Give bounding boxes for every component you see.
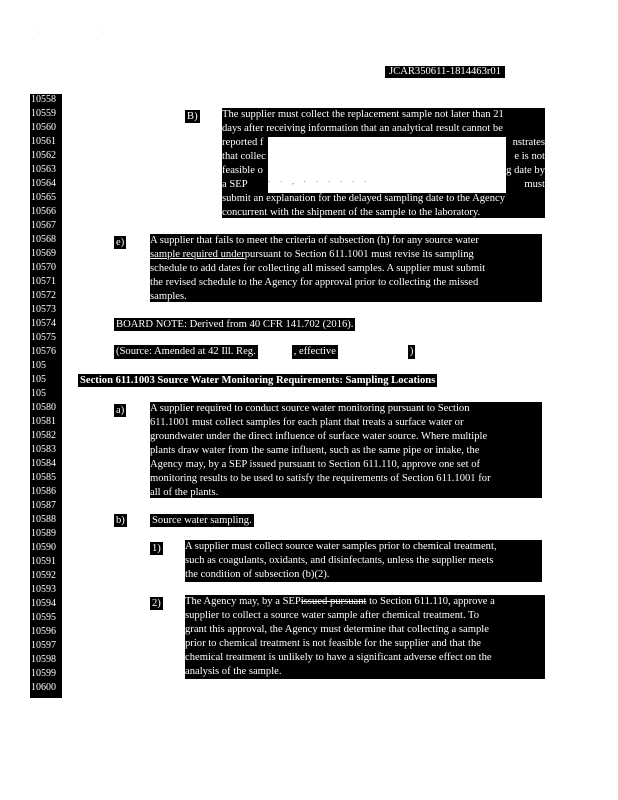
line-number: 10572 [31, 290, 56, 301]
text-line: monitoring results to be used to satisfy the requirements of Section 611.1001 for [150, 473, 491, 484]
line-number: 105 [31, 360, 46, 371]
line-number: 10598 [31, 654, 56, 665]
line-number: 10559 [31, 108, 56, 119]
document-id: JCAR350611-1814463r01 [385, 66, 505, 78]
paragraph-e [150, 234, 542, 302]
struck-text: issued pursuant [300, 596, 367, 607]
line-number: 10581 [31, 416, 56, 427]
line-number: 10558 [31, 94, 56, 105]
text-line [150, 248, 542, 262]
line-number: 10567 [31, 220, 56, 231]
line-number: 10587 [31, 500, 56, 511]
text-line: the revised schedule to the Agency for approval prior to collecting the missed [150, 277, 479, 288]
line-number: 10597 [31, 640, 56, 651]
text-fragment: The Agency may, by a SEP [185, 596, 301, 607]
source-prefix: (Source: Amended at 42 Ill. Reg. [116, 346, 256, 357]
paragraph-b2 [185, 595, 545, 679]
item-label-b2: 2) [152, 598, 161, 609]
text-line: A supplier required to conduct source water monitoring pursuant to Section [150, 403, 470, 414]
line-number: 10582 [31, 430, 56, 441]
paragraph-b1 [185, 540, 542, 582]
line-number: 10588 [31, 514, 56, 525]
item-label-b3: B) [187, 111, 198, 122]
line-number: 10575 [31, 332, 56, 343]
line-number: 10585 [31, 472, 56, 483]
line-number: 10589 [31, 528, 56, 539]
text-line: prior to chemical treatment is not feasible for the supplier and that the [185, 638, 481, 649]
board-note: BOARD NOTE: Derived from 40 CFR 141.702 (2016). [116, 319, 354, 330]
line-number: 10566 [31, 206, 56, 217]
text-line [185, 595, 545, 609]
line-number: 10580 [31, 402, 56, 413]
line-number: 10591 [31, 556, 56, 567]
text-line: 611.1001 must collect samples for each plant that treats a surface water or [150, 417, 464, 428]
redacted-blank [258, 345, 292, 359]
item-label-b: b) [116, 515, 125, 526]
line-number: 10561 [31, 136, 56, 147]
text-line: A supplier must collect source water samples prior to chemical treatment, [185, 541, 497, 552]
line-number: 10592 [31, 570, 56, 581]
text-line: such as coagulants, oxidants, and disinfectants, unless the supplier meets [185, 555, 494, 566]
line-number: 10560 [31, 122, 56, 133]
line-number: 10570 [31, 262, 56, 273]
item-label-e: e) [116, 237, 125, 248]
line-number: 10562 [31, 150, 56, 161]
line-number-gutter [30, 94, 62, 698]
underlined-text: sample required under [150, 249, 245, 260]
text-fragment: pursuant to Section 611.1001 must revise its sampling [244, 249, 474, 260]
line-number: 10573 [31, 304, 56, 315]
line-number: 10594 [31, 598, 56, 609]
text-fragment: nstrates [512, 137, 545, 148]
text-line: chemical treatment is unlikely to have a significant adverse effect on the [185, 652, 492, 663]
line-number: 10564 [31, 178, 56, 189]
item-label-b1: 1) [152, 543, 161, 554]
text-line: groundwater under the direct influence of surface water source. Where multiple [150, 431, 488, 442]
line-number: 10590 [31, 542, 56, 553]
text-line: samples. [150, 291, 187, 302]
line-number: 10584 [31, 458, 56, 469]
line-number: 10595 [31, 612, 56, 623]
line-number: 105 [31, 374, 46, 385]
text-line: grant this approval, the Agency must determine that collecting a sample [185, 624, 489, 635]
text-line: days after receiving information that an analytical result cannot be [222, 123, 503, 134]
line-number: 10576 [31, 346, 56, 357]
text-line: analysis of the sample. [185, 666, 282, 677]
source-note [114, 345, 415, 359]
line-number: 10600 [31, 682, 56, 693]
text-line: the condition of subsection (b)(2). [185, 569, 330, 580]
section-heading: Section 611.1003 Source Water Monitoring Requirements: Sampling Locations [80, 375, 436, 386]
text-line: schedule to add dates for collecting all missed samples. A supplier must submit [150, 263, 486, 274]
line-number: 10568 [31, 234, 56, 245]
line-number: 10574 [31, 318, 56, 329]
text-line: A supplier that fails to meet the criteria of subsection (h) for any source water [150, 235, 479, 246]
faint-redacted-text: · · , · · · · · · [268, 178, 371, 186]
paragraph-b3-right-fragments [506, 136, 545, 192]
text-line: a SEP [222, 179, 248, 190]
text-line: all of the plants. [150, 487, 219, 498]
text-line: plants draw water from the same influent, such as the same pipe or intake, the [150, 445, 480, 456]
subsection-title-b: Source water sampling. [152, 515, 252, 526]
line-number: 105 [31, 388, 46, 399]
text-line: concurrent with the shipment of the sample to the laboratory. [222, 207, 481, 218]
text-line: The supplier must collect the replacement sample not later than 21 [222, 109, 504, 120]
source-close: ) [409, 346, 414, 357]
text-fragment: e is not [514, 151, 545, 162]
redacted-blank [338, 345, 408, 359]
line-number: 10583 [31, 444, 56, 455]
text-fragment: to Section 611.110, approve a [366, 596, 495, 607]
source-effective: , effective [293, 346, 336, 357]
text-fragment: g date by [506, 165, 545, 176]
text-line: Agency may, by a SEP issued pursuant to Section 611.110, approve one set of [150, 459, 481, 470]
item-label-a: a) [116, 405, 125, 416]
line-number: 10599 [31, 668, 56, 679]
line-number: 10569 [31, 248, 56, 259]
paragraph-a [150, 402, 542, 498]
line-number: 10596 [31, 626, 56, 637]
line-number: 10571 [31, 276, 56, 287]
text-line: that collec [222, 151, 266, 162]
text-fragment: must [524, 179, 545, 190]
text-line: reported f [222, 137, 264, 148]
line-number: 10563 [31, 164, 56, 175]
line-number: 10593 [31, 584, 56, 595]
text-line: feasible o [222, 165, 263, 176]
line-number: 10586 [31, 486, 56, 497]
text-line: supplier to collect a source water sample after chemical treatment. To [185, 610, 480, 621]
text-line: submit an explanation for the delayed sampling date to the Agency [222, 193, 506, 204]
scan-specks: · · [38, 30, 134, 36]
line-number: 10565 [31, 192, 56, 203]
